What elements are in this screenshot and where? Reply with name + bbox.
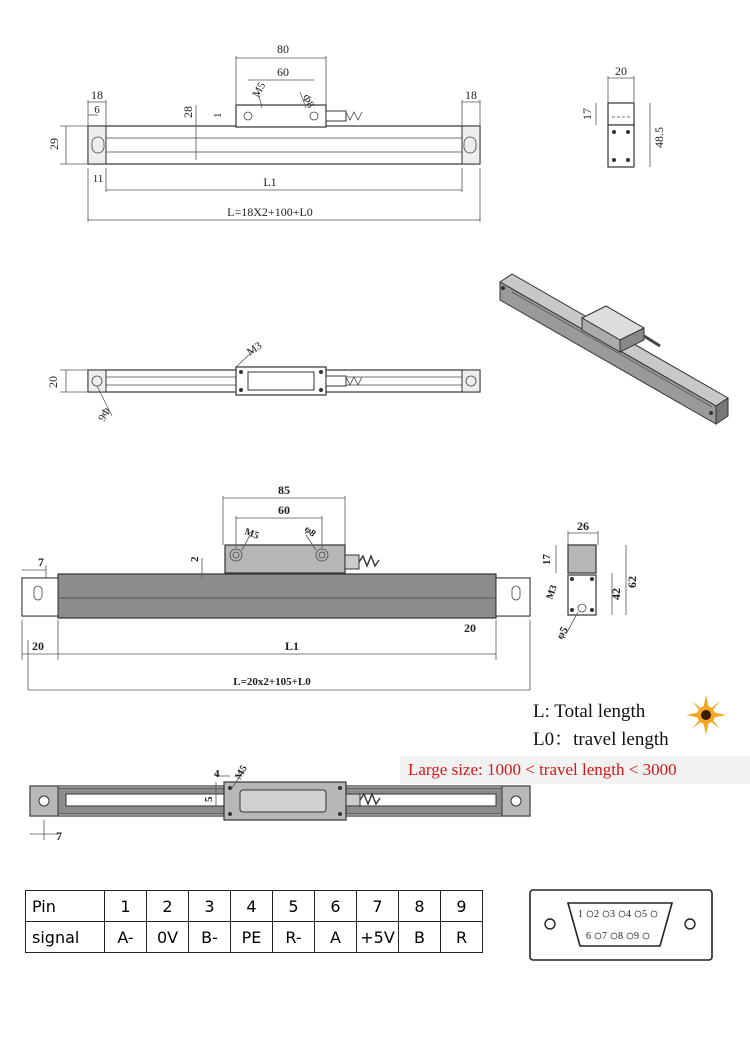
connector-pin-1: 1 <box>578 909 583 920</box>
dim-m5-large: M5 <box>242 526 261 542</box>
table-row-signal <box>26 922 483 953</box>
dim-80: 80 <box>277 42 289 56</box>
connector-pin-5: 5 <box>642 909 647 920</box>
dim-1: 1 <box>212 112 224 118</box>
connector-pin-8: 8 <box>618 931 623 942</box>
pin-number: 5 <box>273 891 315 922</box>
pin-number: 9 <box>441 891 483 922</box>
dim-60: 60 <box>277 65 289 79</box>
connector-pin-4: 4 <box>626 909 631 920</box>
dim-2: 2 <box>189 556 201 562</box>
dim-side-17: 17 <box>580 108 594 120</box>
large-size-note: Large size: 1000 < travel length < 3000 <box>400 756 750 784</box>
pin-number: 4 <box>231 891 273 922</box>
signal-header: signal <box>26 922 105 953</box>
pin-signal-table <box>25 890 483 953</box>
signal-value: +5V <box>357 922 399 953</box>
signal-value: A- <box>105 922 147 953</box>
dim-7-top: 7 <box>56 829 62 843</box>
dim-l1: L1 <box>263 175 277 189</box>
dim-4: 4 <box>214 768 220 780</box>
dim-28: 28 <box>181 106 195 118</box>
dim-85: 85 <box>278 483 290 497</box>
dim-left-20: 20 <box>32 639 44 653</box>
dim-l1-large: L1 <box>284 639 300 653</box>
dim-11: 11 <box>92 173 104 185</box>
dim-42: 42 <box>609 588 623 600</box>
connector-pin-2: 2 <box>594 909 599 920</box>
dim-29: 29 <box>47 138 61 150</box>
pin-number: 7 <box>357 891 399 922</box>
dim-m3-side: M3 <box>544 583 560 602</box>
signal-value: 0V <box>147 922 189 953</box>
dim-7-large: 7 <box>38 555 44 569</box>
dim-total-length: L=18X2+100+L0 <box>227 205 313 219</box>
legend-total-length: L: Total length <box>533 701 646 722</box>
pin-number: 2 <box>147 891 189 922</box>
dim-phi5: φ5 <box>554 624 571 642</box>
dim-phi8: Φ8 <box>299 92 317 111</box>
dim-60-large: 60 <box>278 503 290 517</box>
sun-icon <box>686 695 726 735</box>
pin-number: 6 <box>315 891 357 922</box>
pin-header: Pin <box>26 891 105 922</box>
dim-5: 5 <box>203 796 215 802</box>
dim-62: 62 <box>625 576 639 588</box>
scale-top-view-2 <box>46 340 480 424</box>
side-view-2 <box>541 519 639 642</box>
dim-m5-top: M5 <box>233 763 250 782</box>
scale-3d-render <box>500 274 728 424</box>
legend <box>533 698 669 754</box>
scale-front-view-1 <box>47 42 480 222</box>
dim-right-20: 20 <box>464 621 476 635</box>
side-view-1 <box>580 64 666 167</box>
dim-left-18: 18 <box>91 88 103 102</box>
dim-20: 20 <box>46 376 60 388</box>
dim-17-large: 17 <box>541 554 553 565</box>
dim-right-18: 18 <box>465 88 477 102</box>
signal-value: A <box>315 922 357 953</box>
dim-side-48-5: 48.5 <box>652 127 666 148</box>
connector-pin-7: 7 <box>602 931 607 942</box>
dim-9-phi: 9Φ <box>96 405 114 424</box>
db9-connector <box>530 890 712 960</box>
dim-m5: M5 <box>250 80 269 100</box>
dim-26: 26 <box>577 519 589 533</box>
connector-pin-3: 3 <box>610 909 615 920</box>
table-row-pin <box>26 891 483 922</box>
signal-value: B <box>399 922 441 953</box>
dim-m3: M3 <box>244 339 265 359</box>
dim-side-20: 20 <box>615 64 627 78</box>
dim-left-6: 6 <box>94 104 100 116</box>
pin-number: 3 <box>189 891 231 922</box>
pin-number: 8 <box>399 891 441 922</box>
signal-value: B- <box>189 922 231 953</box>
signal-value: R- <box>273 922 315 953</box>
pin-number: 1 <box>105 891 147 922</box>
signal-value: R <box>441 922 483 953</box>
connector-pin-9: 9 <box>634 931 639 942</box>
scale-front-view-3 <box>22 483 530 690</box>
legend-travel-length: L0：travel length <box>533 729 669 750</box>
dim-phi8-large: φ8 <box>302 523 318 540</box>
dim-total-length-large: L=20x2+105+L0 <box>233 676 311 688</box>
signal-value: PE <box>231 922 273 953</box>
connector-pin-6: 6 <box>586 931 591 942</box>
